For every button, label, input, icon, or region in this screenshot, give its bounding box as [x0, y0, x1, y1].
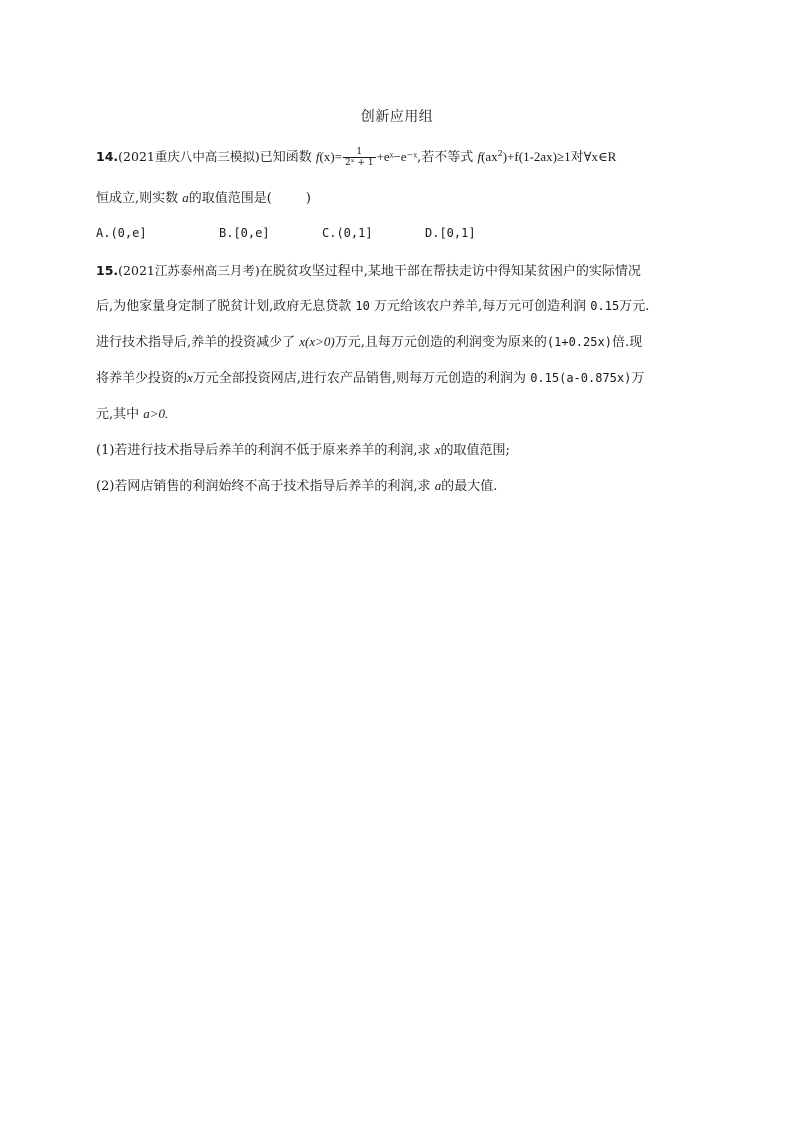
question-text: 倍.现 [611, 335, 643, 350]
question-number: 15. [96, 263, 119, 278]
question-15-line-3 [96, 333, 642, 352]
question-number: 14. [96, 149, 119, 164]
math-expression: 0.15(a-0.875x) [530, 371, 632, 385]
math-condition: a>0. [143, 406, 169, 421]
question-text: 将养羊少投资的 [96, 371, 188, 386]
question-text: 万 [631, 371, 645, 386]
fraction [343, 147, 376, 168]
question-text: 万元. [619, 299, 650, 314]
question-text: 的最大值. [441, 479, 498, 494]
question-15-line-1 [96, 262, 641, 281]
question-text: 在脱贫攻坚过程中,某地干部在帮扶走访中得知某贫困户的实际情况 [259, 264, 641, 279]
option-a: A.(0,e] [96, 226, 147, 240]
question-15-line-2 [96, 297, 649, 316]
math-x: x(x>0) [299, 334, 335, 349]
question-text: (1)若进行技术指导后养羊的利润不低于原来养羊的利润,求 [96, 443, 431, 458]
variable-x: x [434, 442, 441, 457]
question-text: 万元全部投资网店,进行农产品销售,则每万元创造的利润为 [192, 371, 527, 386]
inequality-arg: (ax [481, 149, 498, 164]
function-name: f [315, 149, 320, 164]
question-text: ,若不等式 [417, 150, 474, 165]
question-source: (2021江苏泰州高三月考) [118, 263, 260, 278]
loan-amount: 10 [355, 299, 370, 313]
question-text: 恒成立,则实数 [96, 191, 179, 206]
question-15-line-4 [96, 369, 644, 388]
option-b: B.[0,e] [219, 226, 270, 240]
question-text: 元,其中 [96, 407, 140, 422]
question-text: 已知函数 [259, 150, 312, 165]
close-paren: ) [305, 191, 311, 206]
inequality-rest: )+f(1-2ax)≥1对∀x∈R [502, 149, 617, 164]
fraction-denominator: 2ˣ + 1 [345, 158, 374, 168]
profit-rate: 0.15 [590, 299, 620, 313]
variable-a: a [434, 478, 442, 493]
section-title: 创新应用组 [360, 109, 434, 125]
question-text: 万元给该农户养羊,每万元可创造利润 [374, 299, 587, 314]
inequality-f: f [477, 149, 482, 164]
question-text: 的取值范围; [440, 443, 510, 458]
question-text: 万元,且每万元创造的利润变为原来的 [334, 335, 547, 350]
question-text: (2)若网店销售的利润始终不高于技术指导后养羊的利润,求 [96, 479, 431, 494]
question-text: 的取值范围是( [188, 191, 272, 206]
option-d: D.[0,1] [425, 226, 476, 240]
question-14-line-2 [96, 189, 311, 208]
question-14-line-1 [96, 147, 616, 168]
math-factor: (1+0.25x) [546, 335, 612, 349]
exponent: 2 [497, 149, 503, 158]
question-15-part-2 [96, 477, 497, 496]
question-15-line-5 [96, 405, 168, 424]
fraction-numerator: 1 [343, 147, 376, 158]
question-source: (2021重庆八中高三模拟) [118, 149, 260, 164]
function-argument: (x) [319, 149, 335, 164]
option-c: C.(0,1] [322, 226, 373, 240]
question-15-part-1 [96, 441, 510, 460]
variable-a: a [182, 190, 189, 205]
question-text: 后,为他家量身定制了脱贫计划,政府无息贷款 [96, 299, 352, 314]
variable-x: x [187, 370, 193, 385]
question-text: 进行技术指导后,养羊的投资减少了 [96, 335, 296, 350]
equals-sign: = [334, 149, 343, 164]
exponential-terms: +eˣ−e⁻ˣ [376, 149, 418, 164]
